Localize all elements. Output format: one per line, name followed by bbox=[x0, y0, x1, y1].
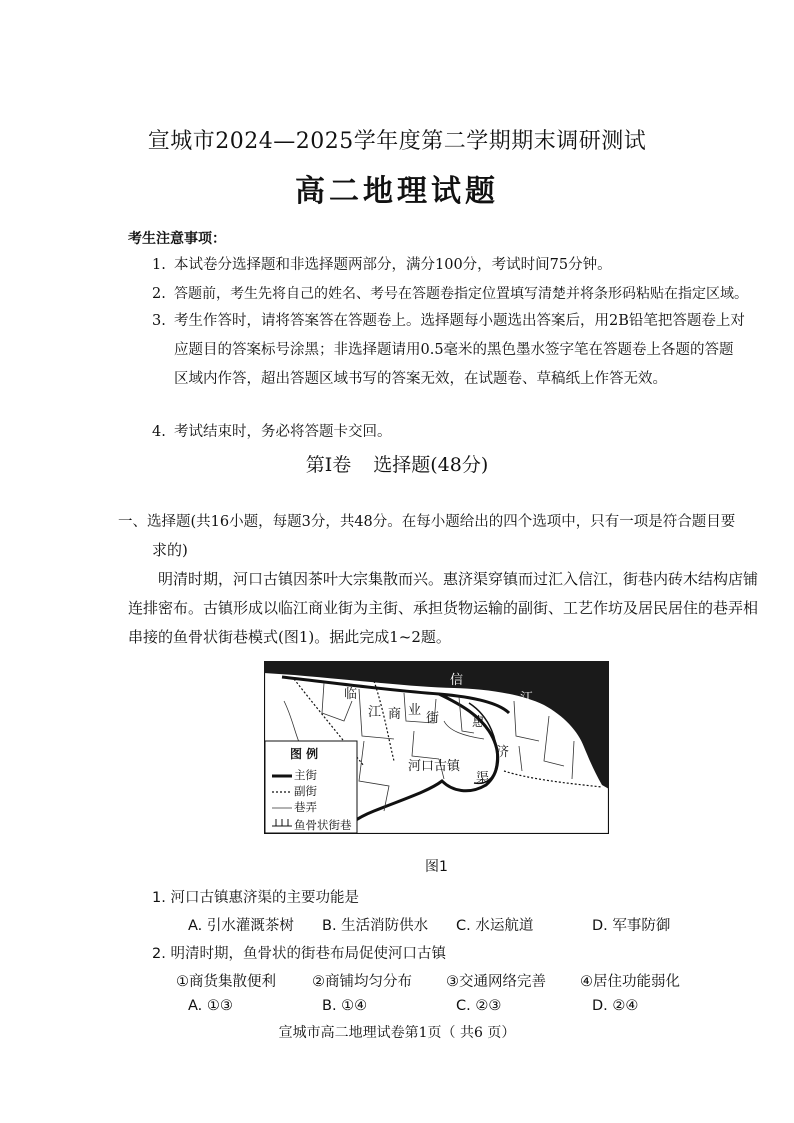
question-2-statement: ④居住功能弱化 bbox=[580, 974, 680, 990]
question-2-option-c: C. ②③ bbox=[456, 998, 502, 1014]
notice-item-2 bbox=[152, 280, 752, 309]
question-2-statement: ①商货集散便利 bbox=[176, 974, 276, 990]
question-1-option-b: B. 生活消防供水 bbox=[322, 918, 429, 934]
figure-labels bbox=[264, 661, 609, 834]
notice-text: 应题目的答案标号涂黑；非选择题请用0.5毫米的黑色墨水签字笔在答题卷上各题的答题 bbox=[174, 342, 734, 358]
notice-number: 2. bbox=[152, 286, 166, 302]
page-footer: 宣城市高二地理试卷第1页（ 共6 页） bbox=[278, 1025, 516, 1041]
question-1-option-c: C. 水运航道 bbox=[456, 918, 534, 934]
legend-item: 巷弄 bbox=[294, 800, 317, 814]
legend-item: 副街 bbox=[294, 784, 317, 798]
question-2-statement: ②商铺均匀分布 bbox=[312, 974, 412, 990]
street-char: 街 bbox=[426, 711, 440, 726]
question-2-option-a: A. ①③ bbox=[188, 998, 233, 1014]
notice-number: 4. bbox=[152, 424, 166, 440]
canal-char: 渠 bbox=[476, 771, 490, 786]
mcq-intro bbox=[118, 508, 758, 564]
notice-item-4 bbox=[152, 418, 752, 447]
street-char: 临 bbox=[344, 687, 358, 702]
question-1-option-a: A. 引水灌溉茶树 bbox=[188, 918, 294, 934]
section-title bbox=[0, 450, 794, 477]
notice-number: 3. bbox=[152, 313, 166, 329]
mcq-intro-line: 一、选择题(共16小题，每题3分，共48分。在每小题给出的四个选项中，只有一项是符合题目要 bbox=[118, 514, 736, 530]
street-char: 江 bbox=[368, 705, 382, 720]
exam-title: 宣城市2024—2025学年度第二学期期末调研测试 bbox=[147, 129, 647, 154]
question-2-statement: ③交通网络完善 bbox=[446, 974, 546, 990]
notice-text: 答题前，考生先将自己的姓名、考号在答题卷指定位置填写清楚并将条形码粘贴在指定区域。 bbox=[174, 286, 748, 302]
question-2-option-b: B. ①④ bbox=[322, 998, 368, 1014]
question-2-stem: 2. 明清时期，鱼骨状的街巷布局促使河口古镇 bbox=[152, 946, 446, 962]
legend-item: 主街 bbox=[294, 768, 317, 782]
legend-title: 图 例 bbox=[290, 747, 319, 761]
notice-item-3 bbox=[152, 307, 752, 394]
question-2-option-d: D. ②④ bbox=[592, 998, 639, 1014]
notice-text: 本试卷分选择题和非选择题两部分，满分100分，考试时间75分钟。 bbox=[174, 257, 612, 273]
street-char: 商 bbox=[388, 707, 402, 722]
notice-item-1 bbox=[152, 251, 752, 280]
mcq-intro-line: 求的) bbox=[152, 541, 188, 559]
notice-text: 考试结束时，务必将答题卡交回。 bbox=[174, 424, 392, 440]
section-name: 选择题(48分) bbox=[373, 454, 489, 476]
question-1-option-d: D. 军事防御 bbox=[592, 918, 671, 934]
notice-number: 1. bbox=[152, 257, 166, 273]
section-part: 第Ⅰ卷 bbox=[305, 454, 352, 476]
river-char: 信 bbox=[450, 673, 464, 688]
main-title: 高二地理试题 bbox=[295, 174, 499, 209]
river-char: 江 bbox=[520, 691, 534, 706]
notice-text: 区域内作答，超出答题区域书写的答案无效，在试题卷、草稿纸上作答无效。 bbox=[174, 371, 667, 387]
question-1-stem: 1. 河口古镇惠济渠的主要功能是 bbox=[152, 890, 359, 906]
figure-caption: 图1 bbox=[425, 859, 448, 875]
canal-char: 济 bbox=[496, 745, 510, 760]
street-char: 业 bbox=[408, 703, 422, 718]
canal-char: 惠 bbox=[472, 715, 486, 730]
passage: 明清时期，河口古镇因茶叶大宗集散而兴。惠济渠穿镇而过汇入信江，街巷内砖木结构店铺连排密布。古镇形成以临江商业街为主街、承担货物运输的副街、工艺作坊及居民居住的巷弄相串接的鱼骨状街巷模式(图1)。据此完成1~2题。 bbox=[128, 570, 759, 646]
legend-item: 鱼骨状街巷 bbox=[294, 818, 352, 832]
notice-heading: 考生注意事项： bbox=[128, 231, 226, 247]
notice-text: 考生作答时，请将答案答在答题卷上。选择题每小题选出答案后，用2B铅笔把答题卷上对 bbox=[174, 313, 745, 329]
town-label: 河口古镇 bbox=[408, 759, 461, 774]
